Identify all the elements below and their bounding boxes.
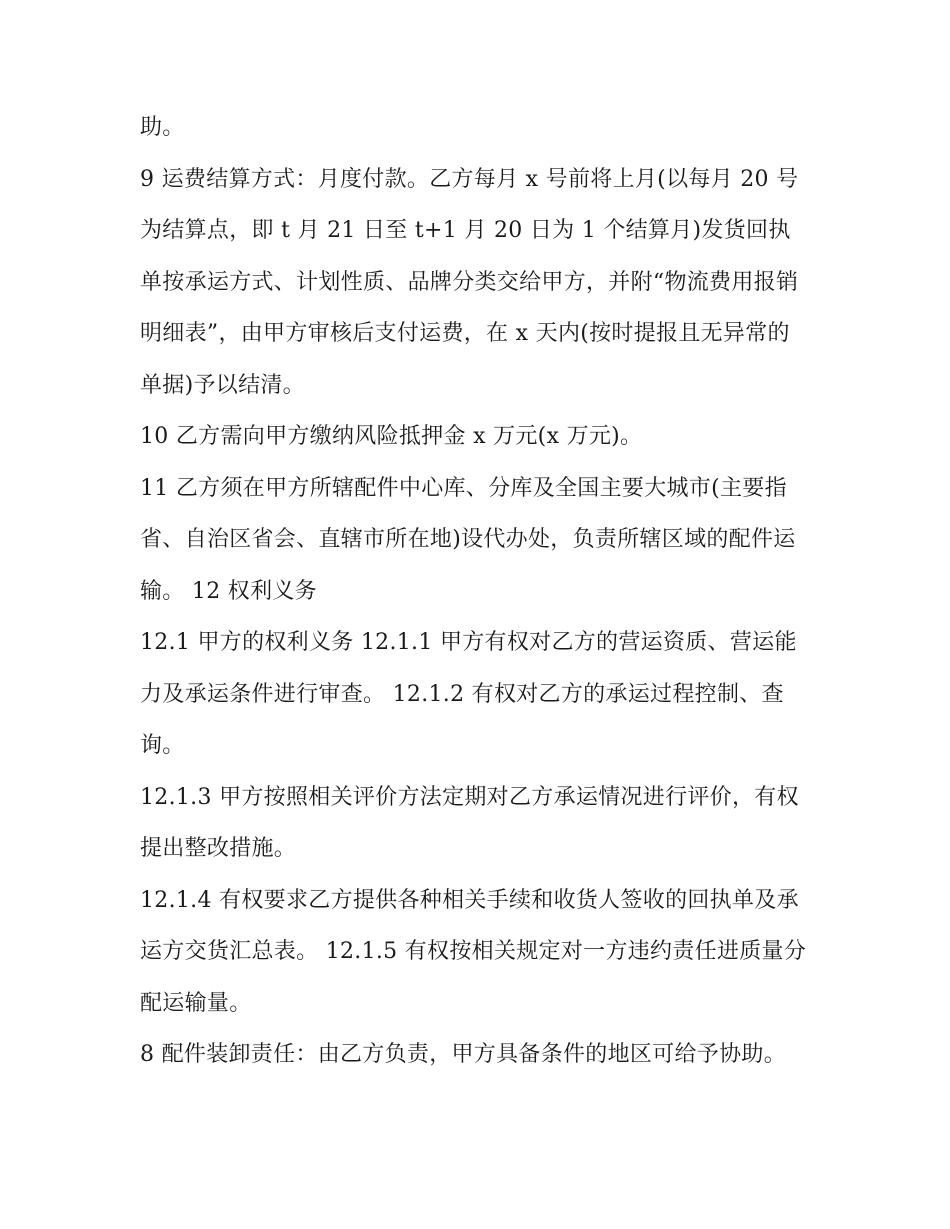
paragraph-agency-offices: 11 乙方须在甲方所辖配件中心库、分库及全国主要大城市(主要指省、自治区省会、直辖市所在地)设代办处，负责所辖区域的配件运输。 12 权利义务	[140, 475, 796, 604]
paragraph-continuation: 助。	[140, 115, 185, 140]
document-body	[140, 102, 812, 1081]
paragraph-receipts: 12.1.4 有权要求乙方提供各种相关手续和收货人签收的回执单及承运方交货汇总表。 12.1.5 有权按相关规定对一方违约责任进质量分配运输量。	[140, 887, 807, 1016]
paragraph-party-a-rights: 12.1 甲方的权利义务 12.1.1 甲方有权对乙方的营运资质、营运能力及承运条件进行审查。 12.1.2 有权对乙方的承运过程控制、查询。	[140, 630, 797, 758]
paragraph-risk-deposit: 10 乙方需向甲方缴纳风险抵押金 x 万元(x 万元)。	[140, 424, 643, 449]
paragraph-freight-settlement: 9 运费结算方式：月度付款。乙方每月 x 号前将上月(以每月 20 号为结算点，即 t 月 21 日至 t+1 月 20 日为 1 个结算月)发货回执单按承运方式、计划性质、品牌分类交给甲方，并附“物流费用报销明细表”，由甲方审核后支付运费，在 x 天内(按时提报且无异常的单据)予以结清。	[140, 166, 799, 398]
paragraph-evaluation: 12.1.3 甲方按照相关评价方法定期对乙方承运情况进行评价，有权提出整改措施。	[140, 784, 799, 861]
paragraph-loading-responsibility: 8 配件装卸责任：由乙方负责，甲方具备条件的地区可给予协助。	[140, 1042, 786, 1067]
